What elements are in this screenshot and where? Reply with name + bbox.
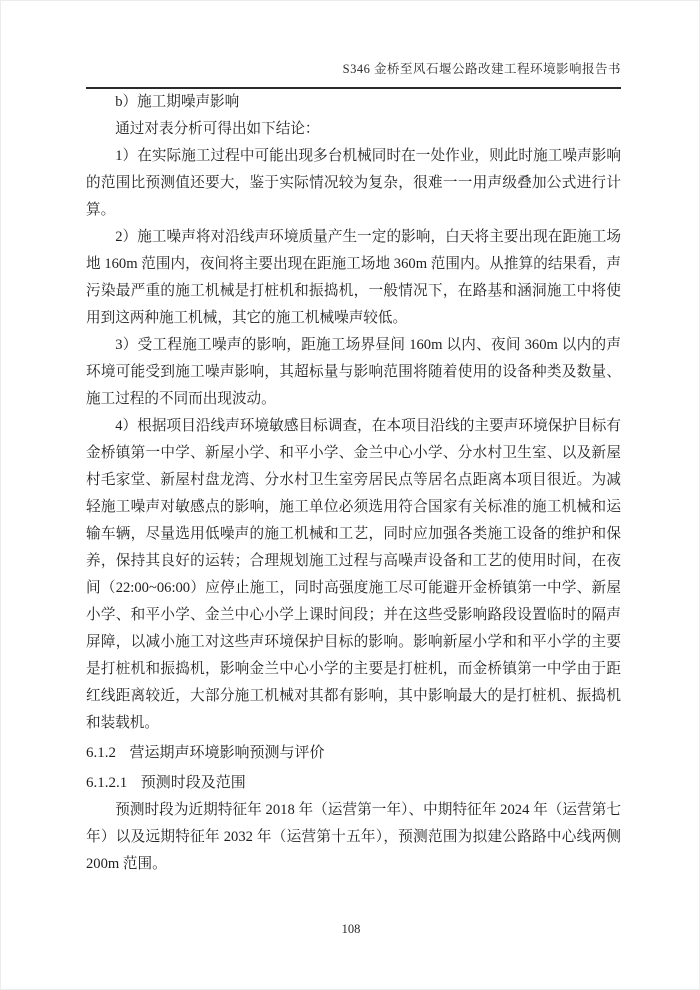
section-heading-6-1-2 <box>86 740 621 767</box>
paragraph-conclusion-3: 3）受工程施工噪声的影响，距施工场界昼间 160m 以内、夜间 360m 以内的声环境可能受到施工噪声影响，其超标量与影响范围将随着使用的设备种类及数量、施工过程的不同而出现波动。 <box>86 337 621 407</box>
page-number: 108 <box>341 922 361 936</box>
paragraph-conclusion-1: 1）在实际施工过程中可能出现多台机械同时在一处作业，则此时施工噪声影响的范围比预测值还要大，鉴于实际情况较为复杂，很难一一用声级叠加公式进行计算。 <box>86 148 621 218</box>
intro-line: 通过对表分析可得出如下结论： <box>115 121 320 137</box>
paragraph-conclusion-4: 4）根据项目沿线声环境敏感目标调查，在本项目沿线的主要声环境保护目标有金桥镇第一中学、新屋小学、和平小学、金兰中心小学、分水村卫生室、以及新屋村毛家堂、新屋村盘龙湾、分水村卫生室旁居民点等居名点距离本项目很近。为减轻施工噪声对敏感点的影响，施工单位必须选用符合国家有关标准的施工机械和运输车辆，尽量选用低噪声的施工机械和工艺，同时应加强各类施工设备的维护和保养，保持其良好的运转；合理规划施工过程与高噪声设备和工艺的使用时间，在夜间（22:00~06:00）应停止施工，同时高强度施工尽可能避开金桥镇第一中学、新屋小学、和平小学、金兰中心小学上课时间段；并在这些受影响路段设置临时的隔声屏障，以减小施工对这些声环境保护目标的影响。影响新屋小学和和平小学的主要是打桩机和振捣机，影响金兰中心小学的主要是打桩机，而金桥镇第一中学由于距红线距离较近，大部分施工机械对其都有影响，其中影响最大的是打桩机、振捣机和装载机。 <box>86 418 621 731</box>
section-heading-6-1-2-1 <box>86 770 621 797</box>
section-title: 预测时段及范围 <box>140 775 246 791</box>
page-footer <box>1 922 700 937</box>
section-number: 6.1.2.1 <box>86 775 128 791</box>
paragraph-prediction-period: 预测时段为近期特征年 2018 年（运营第一年）、中期特征年 2024 年（运营第七年）以及远期特征年 2032 年（运营第十五年），预测范围为拟建公路路中心线两侧 200m 范围。 <box>86 802 621 872</box>
section-number: 6.1.2 <box>86 745 116 761</box>
page-body <box>86 89 621 878</box>
running-header-title: S346 金桥至风石堰公路改建工程环境影响报告书 <box>342 62 621 76</box>
paragraph-conclusion-2: 2）施工噪声将对沿线声环境质量产生一定的影响，白天将主要出现在距施工场地 160m 范围内，夜间将主要出现在距施工场地 360m 范围内。从推算的结果看，声污染最严重的施工机械是打桩机和振捣机，一般情况下，在路基和涵洞施工中将使用到这两种施工机械，其它的施工机械噪声较低。 <box>86 229 621 326</box>
section-title: 营运期声环境影响预测与评价 <box>129 745 325 761</box>
subheading-construction-noise: b）施工期噪声影响 <box>115 94 240 110</box>
